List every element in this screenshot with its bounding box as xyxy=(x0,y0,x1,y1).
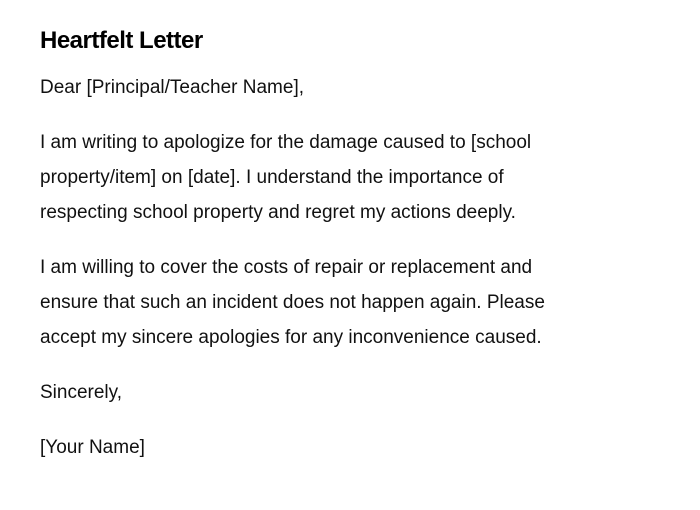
letter-document xyxy=(40,24,670,465)
salutation: Dear [Principal/Teacher Name], xyxy=(40,77,304,98)
spacer xyxy=(40,355,670,375)
paragraph-line: I am willing to cover the costs of repair or replacement and xyxy=(40,257,533,278)
letter-title: Heartfelt Letter xyxy=(40,27,203,54)
paragraph-apology xyxy=(40,125,670,230)
spacer xyxy=(40,230,670,250)
paragraph-line: accept my sincere apologies for any inconvenience caused. xyxy=(40,327,542,348)
paragraph-line: ensure that such an incident does not happen again. Please xyxy=(40,292,545,313)
closing: Sincerely, xyxy=(40,382,123,403)
signature: [Your Name] xyxy=(40,437,145,458)
paragraph-line: I am writing to apologize for the damage caused to [school xyxy=(40,132,532,153)
spacer xyxy=(40,105,670,125)
spacer xyxy=(40,410,670,430)
paragraph-offer xyxy=(40,250,670,355)
paragraph-line: property/item] on [date]. I understand the importance of xyxy=(40,167,504,188)
paragraph-line: respecting school property and regret my actions deeply. xyxy=(40,202,516,223)
